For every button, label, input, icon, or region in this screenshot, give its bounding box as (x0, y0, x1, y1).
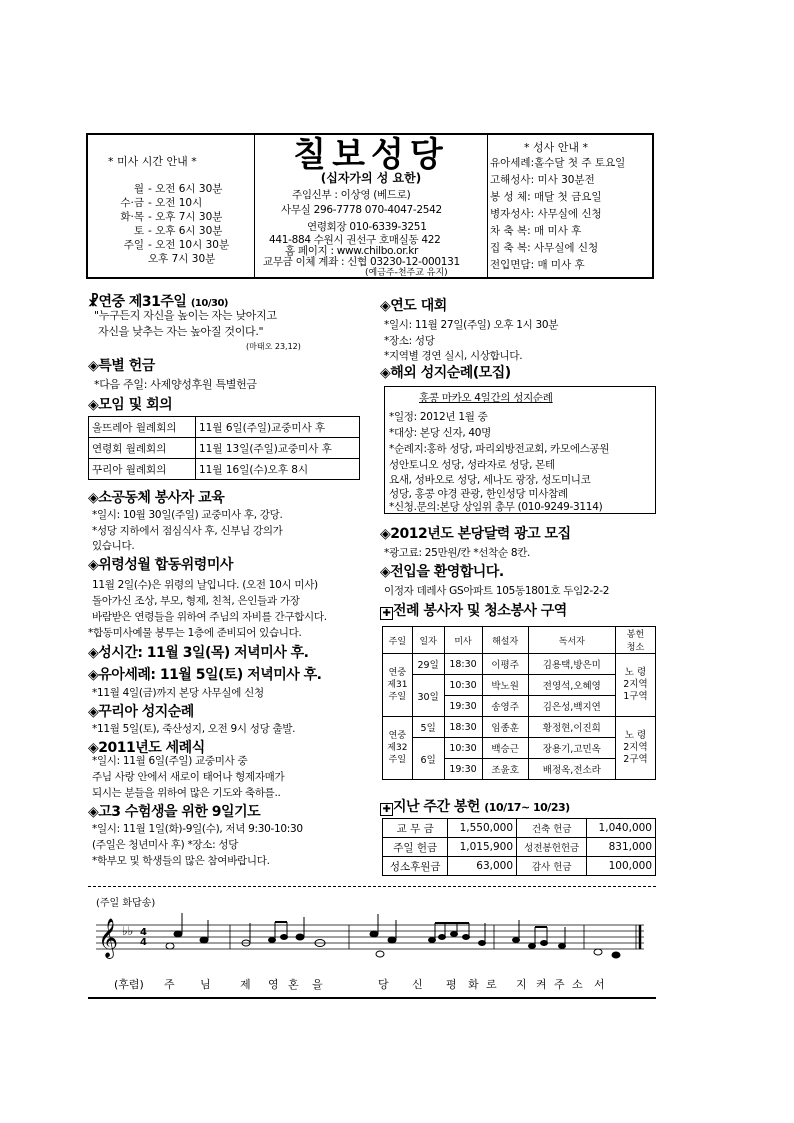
lyric-syllable: 평 (446, 978, 457, 991)
meeting-row (89, 438, 360, 459)
sacrament-item: 봉 성 체: 매달 첫 금요일 (490, 191, 602, 203)
prayer-contest-line: *지역별 경연 실시, 시상합니다. (384, 350, 523, 362)
offering-heading: ✚ 지난 주간 봉헌 (10/17~ 10/23) (380, 796, 570, 816)
overseas-pilgrimage-heading: ◈해외 성지순례(모집) (380, 365, 511, 381)
church-address: 441-884 수원시 권선구 호매실동 422 (269, 234, 441, 246)
lyric-syllable: 을 (312, 978, 323, 991)
pilgrimage-box (384, 386, 656, 514)
offering-row (383, 838, 656, 857)
meeting-row (89, 417, 360, 438)
psalm-lyrics (96, 976, 656, 992)
memorial-mass-heading: ◈위령성월 합동위령미사 (88, 557, 233, 573)
service-header-cell: 일자 (412, 627, 444, 654)
service-commentator-cell: 이평주 (482, 654, 528, 675)
service-row (383, 717, 656, 738)
service-mass-cell: 18:30 (444, 654, 482, 675)
mass-day: 토 (133, 225, 144, 237)
service-commentator-cell: 송영주 (482, 696, 528, 717)
pilgrimage-line: *일정: 2012년 1월 중 (389, 411, 488, 423)
mass-times-title: * 미사 시간 안내 * (108, 155, 197, 168)
offering-amount: 1,550,000 (448, 819, 517, 838)
welcome-heading: ◈전입을 환영합니다. (380, 564, 504, 580)
service-date-cell: 5일 (412, 717, 444, 738)
offering-amount: 1,015,900 (448, 838, 517, 857)
lyric-syllable: 켜 (536, 978, 547, 991)
svg-text:♭♭: ♭♭ (122, 924, 134, 938)
lyric-syllable: 주 (164, 978, 175, 991)
mass-time-row (98, 209, 222, 224)
mass-time-row (98, 251, 215, 266)
sacrament-item: 고해성사: 미사 30분전 (490, 174, 595, 186)
offering-label: 건축 헌금 (517, 819, 587, 838)
pilgrimage-box-title: 홍콩 마카오 4일간의 성지순례 (419, 392, 553, 404)
education-heading: ◈소공동체 봉사자 교육 (88, 490, 225, 506)
offering-row (383, 857, 656, 876)
offering-row (383, 819, 656, 838)
service-readers-cell: 김은성,백지연 (528, 696, 615, 717)
service-date-cell: 6일 (412, 738, 444, 780)
service-date-cell: 30일 (412, 675, 444, 717)
sacrament-item: 집 축 복: 사무실에 신청 (490, 242, 599, 254)
memorial-line: 11월 2일(수)은 위령의 날입니다. (오전 10시 미사) (92, 579, 318, 591)
special-offering-text: *다음 주일: 사제양성후원 특별헌금 (94, 378, 257, 391)
meeting-name: 연령회 월례회의 (89, 438, 196, 459)
pilgrimage-line: *순례지:홍하 성당, 파리외방전교회, 카모에스공원 (389, 443, 610, 455)
meeting-name: 울뜨레아 월례회의 (89, 417, 196, 438)
prayer-contest-line: *장소: 성당 (384, 335, 435, 347)
service-header-cell: 독서자 (528, 627, 615, 654)
education-line: 있습니다. (92, 540, 135, 552)
pastor-name: 주임신부 : 이상영 (베드로) (292, 189, 411, 201)
service-readers-cell: 장용기,고민옥 (528, 738, 615, 759)
service-week-cell: 연중 제31 주일 (383, 654, 413, 717)
service-header-cell: 봉헌 청소 (615, 627, 655, 654)
offering-table (382, 818, 656, 876)
church-info-panel (255, 135, 488, 277)
account-info: 교무금 이체 계좌 : 신협 03230-12-000131 (263, 256, 460, 268)
mass-times-panel (88, 135, 255, 277)
mass-time: - 오전 10시 (148, 197, 203, 209)
memorial-line: 돌아가신 조상, 부모, 형제, 친척, 은인들과 가장 (92, 595, 300, 607)
framed-cross-icon: ✚ (380, 607, 393, 620)
lyric-syllable: 혼 (288, 978, 299, 991)
sacrament-item: 유아세례:홀수달 첫 주 토요일 (490, 157, 626, 169)
lyric-syllable: 제 (240, 978, 251, 991)
bottom-rule (88, 997, 656, 999)
lyric-syllable: (후렴) (114, 978, 144, 991)
service-schedule-table (382, 626, 656, 780)
meetings-table (88, 416, 360, 480)
exam-prayer-line: *일시: 11월 1일(화)-9일(수), 저녁 9:30-10:30 (92, 823, 303, 835)
mass-day: 화·목 (120, 211, 144, 223)
welcome-line: 이정자 데레사 GS아파트 105동1801호 두임2-2-2 (384, 585, 610, 597)
sacrament-item: 병자성사: 사무실에 신청 (490, 208, 602, 220)
offering-amount: 831,000 (587, 838, 656, 857)
confirmation-line: 되시는 분들을 위하여 많은 기도와 축하를.. (92, 787, 281, 799)
mass-day: 주일 (123, 239, 144, 251)
memorial-line: 바람받은 연령들을 위하여 주님의 자비를 간구합시다. (92, 611, 327, 623)
sacrament-item: 전입면담: 매 미사 후 (490, 259, 585, 271)
prayer-contest-line: *일시: 11월 27일(주일) 오후 1시 30분 (384, 319, 559, 331)
service-commentator-cell: 조윤호 (482, 759, 528, 780)
offering-label: 교 무 금 (383, 819, 448, 838)
service-header-cell: 주일 (383, 627, 413, 654)
sacrament-panel (488, 135, 653, 277)
mass-time: - 오전 6시 30분 (148, 183, 223, 195)
service-mass-cell: 10:30 (444, 738, 482, 759)
mass-time-row (98, 223, 222, 238)
offering-label: 성소후원금 (383, 857, 448, 876)
meeting-time: 11월 16일(수)오후 8시 (196, 459, 360, 480)
calendar-ad-line: *광고료: 25만원/칸 *선착순 8칸. (384, 547, 531, 559)
offering-label: 감사 헌금 (517, 857, 587, 876)
confirmation-heading: ◈2011년도 세례식 (88, 740, 205, 756)
lyric-syllable: 화 (468, 978, 479, 991)
education-line: *일시: 10월 30일(주일) 교중미사 후, 강당. (92, 509, 283, 521)
account-holder: (예금주-천주교 유지) (365, 268, 448, 278)
confirmation-line: *일시: 11월 6일(주일) 교중미사 중 (92, 755, 248, 767)
homepage-link[interactable]: 홈 페이지 : www.chilbo.or.kr (285, 245, 419, 257)
exam-prayer-heading: ◈고3 수험생을 위한 9일기도 (88, 804, 261, 820)
service-commentator-cell: 백승근 (482, 738, 528, 759)
offering-label: 성전봉헌헌금 (517, 838, 587, 857)
offering-amount: 63,000 (448, 857, 517, 876)
service-readers-cell: 배정옥,전소라 (528, 759, 615, 780)
lyric-syllable: 지 (516, 978, 527, 991)
framed-cross-icon: ✚ (380, 803, 393, 816)
service-row (383, 675, 656, 696)
sunday-heading: ☧연중 제31주일 (10/30) (88, 294, 228, 310)
pilgrimage-line: 요새, 성바오로 성당, 세나도 광장, 성도미니코 (389, 474, 591, 486)
exam-prayer-line: (주일은 청년미사 후) *장소: 성당 (92, 839, 239, 851)
meeting-time: 11월 6일(주일)교중미사 후 (196, 417, 360, 438)
church-name: 칠보성당 (293, 135, 449, 175)
infant-baptism-heading: ◈유아세례: 11월 5일(토) 저녁미사 후. (88, 667, 322, 683)
pilgrimage-line: 성안토니오 성당, 성라자로 성당, 몬테 (389, 459, 555, 471)
service-readers-cell: 황정현,이진희 (528, 717, 615, 738)
service-cleaning-cell: 노 령 2지역 1구역 (615, 654, 655, 717)
service-mass-cell: 19:30 (444, 759, 482, 780)
memorial-line: *합동미사예물 봉투는 1층에 준비되어 있습니다. (88, 627, 302, 639)
mass-time: - 오후 6시 30분 (148, 225, 223, 237)
curia-pilgrimage-line: *11월 5일(토), 죽산성지, 오전 9시 성당 출발. (92, 723, 296, 735)
service-row (383, 654, 656, 675)
prayer-contest-heading: ◈연도 대회 (380, 298, 447, 314)
lyric-syllable: 주 (554, 978, 565, 991)
svg-text:4: 4 (140, 937, 147, 948)
curia-pilgrimage-heading: ◈꾸리아 성지순례 (88, 704, 194, 720)
offering-amount: 1,040,000 (587, 819, 656, 838)
service-header-cell: 해설자 (482, 627, 528, 654)
service-week-cell: 연중 제32 주일 (383, 717, 413, 780)
mass-time-row (98, 195, 202, 210)
meeting-time: 11월 13일(주일)교중미사 후 (196, 438, 360, 459)
bulletin-header (86, 133, 654, 279)
svg-text:4: 4 (140, 927, 147, 938)
service-readers-cell: 김용택,방은미 (528, 654, 615, 675)
lyric-syllable: 소 (572, 978, 583, 991)
pilgrimage-line: *신청.문의:본당 상임위 총무 (010-9249-3114) (389, 501, 603, 513)
service-date-cell: 29일 (412, 654, 444, 675)
holy-hour-heading: ◈성시간: 11월 3일(목) 저녁미사 후. (88, 645, 309, 661)
service-commentator-cell: 박노원 (482, 675, 528, 696)
mass-time-row (98, 181, 222, 196)
church-motto: (십자가의 성 요한) (320, 171, 422, 185)
service-header-cell: 미사 (444, 627, 482, 654)
chi-rho-icon: ☧ (88, 294, 99, 310)
mass-time-row (98, 237, 229, 252)
offering-label: 주일 헌금 (383, 838, 448, 857)
gospel-quote-line1: "누구든지 자신을 높이는 자는 낮아지고 (94, 309, 277, 322)
service-row (383, 738, 656, 759)
special-offering-heading: ◈특별 헌금 (88, 358, 155, 374)
service-header-row (383, 627, 656, 654)
meeting-row (89, 459, 360, 480)
service-mass-cell: 19:30 (444, 696, 482, 717)
meetings-heading: ◈모임 및 회의 (88, 397, 173, 413)
psalm-staff (96, 905, 656, 969)
mass-time: - 오전 10시 30분 (148, 239, 230, 251)
psalm-label: (주일 화답송) (96, 898, 156, 909)
service-heading: ✚ 전례 봉사자 및 청소봉사 구역 (380, 600, 567, 620)
lyric-syllable: 서 (594, 978, 605, 991)
service-mass-cell: 18:30 (444, 717, 482, 738)
sacrament-title: * 성사 안내 * (524, 141, 588, 154)
mass-time: - 오후 7시 30분 (148, 211, 223, 223)
mass-day: 월 (133, 183, 144, 195)
infant-baptism-line: *11월 4일(금)까지 본당 사무실에 신청 (92, 687, 264, 699)
lyric-syllable: 영 (268, 978, 279, 991)
exam-prayer-line: *학부모 및 학생들의 많은 참여바랍니다. (92, 855, 270, 867)
education-line: *성당 지하에서 점심식사 후, 신부님 강의가 (92, 525, 283, 537)
pilgrimage-line: 성당, 홍콩 야경 관광, 한인성당 미사참례 (389, 488, 568, 500)
divider (88, 886, 656, 887)
lyric-syllable: 신 (412, 978, 423, 991)
lyric-syllable: 님 (200, 978, 211, 991)
mass-day: 수·금 (120, 197, 144, 209)
sacrament-item: 차 축 복: 매 미사 후 (490, 225, 582, 237)
offering-amount: 100,000 (587, 857, 656, 876)
service-mass-cell: 10:30 (444, 675, 482, 696)
treble-clef-icon: 𝄞 (98, 918, 119, 958)
lyric-syllable: 당 (378, 978, 389, 991)
calendar-ad-heading: ◈2012년도 본당달력 광고 모집 (380, 526, 571, 542)
meeting-name: 꾸리아 월례회의 (89, 459, 196, 480)
service-cleaning-cell: 노 령 2지역 2구역 (615, 717, 655, 780)
council-phone: 연령회장 010-6339-3251 (307, 221, 427, 233)
gospel-quote-line2: 자신을 낮추는 자는 높아질 것이다." (98, 325, 264, 338)
pilgrimage-line: *대상: 본당 신자, 40명 (389, 427, 491, 439)
service-commentator-cell: 임종훈 (482, 717, 528, 738)
service-readers-cell: 전영석,오혜영 (528, 675, 615, 696)
lyric-syllable: 로 (486, 978, 497, 991)
confirmation-line: 주님 사랑 안에서 새로이 태어나 형제자매가 (92, 771, 285, 783)
gospel-reference: (마태오 23,12) (246, 342, 301, 351)
mass-time: 오후 7시 30분 (148, 253, 216, 265)
office-phone: 사무실 296-7778 070-4047-2542 (281, 204, 442, 216)
